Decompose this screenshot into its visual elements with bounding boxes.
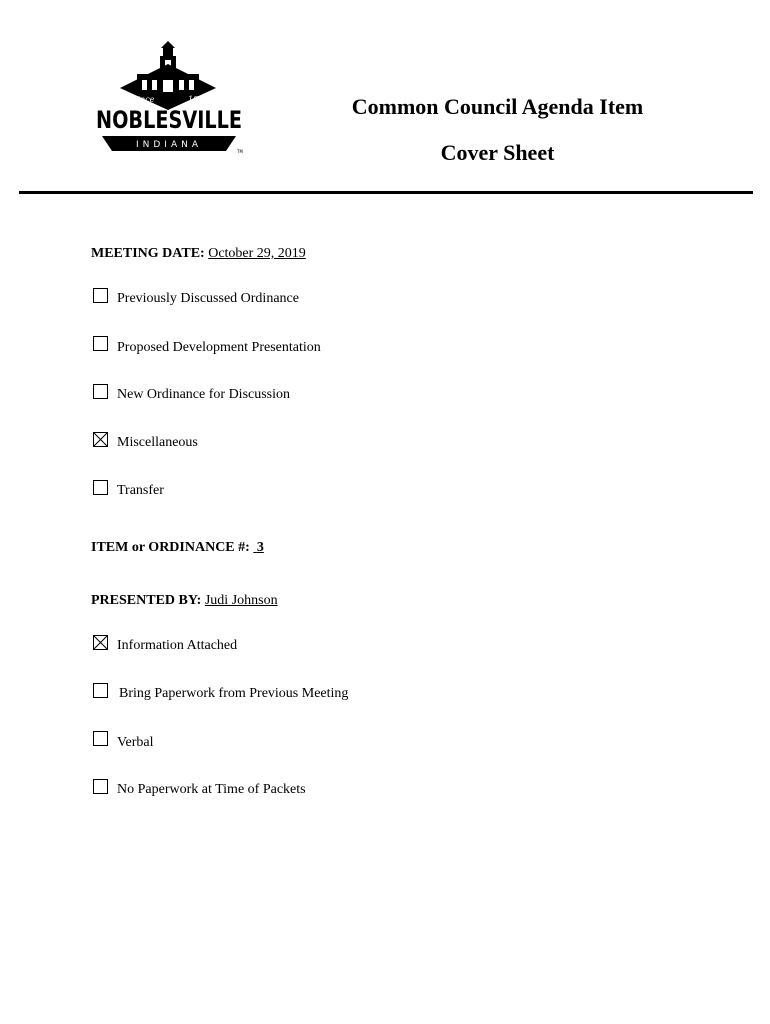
city-hall-emblem — [92, 40, 246, 158]
page-title: Common Council Agenda Item — [351, 94, 644, 119]
item-number-value: 3 — [256, 540, 264, 555]
checkbox-label-bring-paperwork: Bring Paperwork from Previous Meeting — [119, 686, 349, 701]
check-x-icon — [94, 636, 107, 649]
logo-since: Since — [132, 95, 155, 104]
checkbox-new-ordinance[interactable] — [93, 384, 108, 399]
noblesville-logo — [92, 40, 246, 158]
meeting-date-line — [91, 246, 306, 262]
checkbox-label-proposed-development: Proposed Development Presentation — [117, 340, 321, 355]
item-number-label: ITEM or ORDINANCE #: — [91, 540, 250, 555]
checkbox-label-verbal: Verbal — [117, 735, 154, 750]
check-x-icon — [94, 433, 107, 446]
meeting-date-value: October 29, 2019 — [208, 246, 306, 261]
checkbox-label-miscellaneous: Miscellaneous — [117, 435, 198, 450]
logo-trademark: TM — [237, 149, 243, 154]
checkbox-transfer[interactable] — [93, 480, 108, 495]
logo-state: INDIANA — [135, 140, 203, 150]
checkbox-previously-discussed[interactable] — [93, 288, 108, 303]
checkbox-label-transfer: Transfer — [117, 483, 164, 498]
page-subtitle: Cover Sheet — [440, 140, 555, 165]
header-divider — [19, 191, 753, 194]
checkbox-miscellaneous[interactable] — [93, 432, 108, 447]
meeting-date-label: MEETING DATE: — [91, 246, 205, 261]
checkbox-no-paperwork[interactable] — [93, 779, 108, 794]
presented-by-line — [91, 593, 278, 609]
logo-year: 1823 — [188, 95, 209, 104]
presented-by-value: Judi Johnson — [204, 593, 278, 608]
checkbox-information-attached[interactable] — [93, 635, 108, 650]
presented-by-label: PRESENTED BY: — [91, 593, 202, 608]
checkbox-label-previously-discussed: Previously Discussed Ordinance — [117, 291, 299, 306]
checkbox-label-information-attached: Information Attached — [117, 638, 238, 653]
checkbox-proposed-development[interactable] — [93, 336, 108, 351]
checkbox-label-new-ordinance: New Ordinance for Discussion — [117, 387, 291, 402]
checkbox-label-no-paperwork: No Paperwork at Time of Packets — [117, 782, 306, 797]
checkbox-verbal[interactable] — [93, 731, 108, 746]
item-number-line — [91, 540, 264, 556]
logo-name: NOBLESVILLE — [96, 106, 242, 134]
checkbox-bring-paperwork[interactable] — [93, 683, 108, 698]
